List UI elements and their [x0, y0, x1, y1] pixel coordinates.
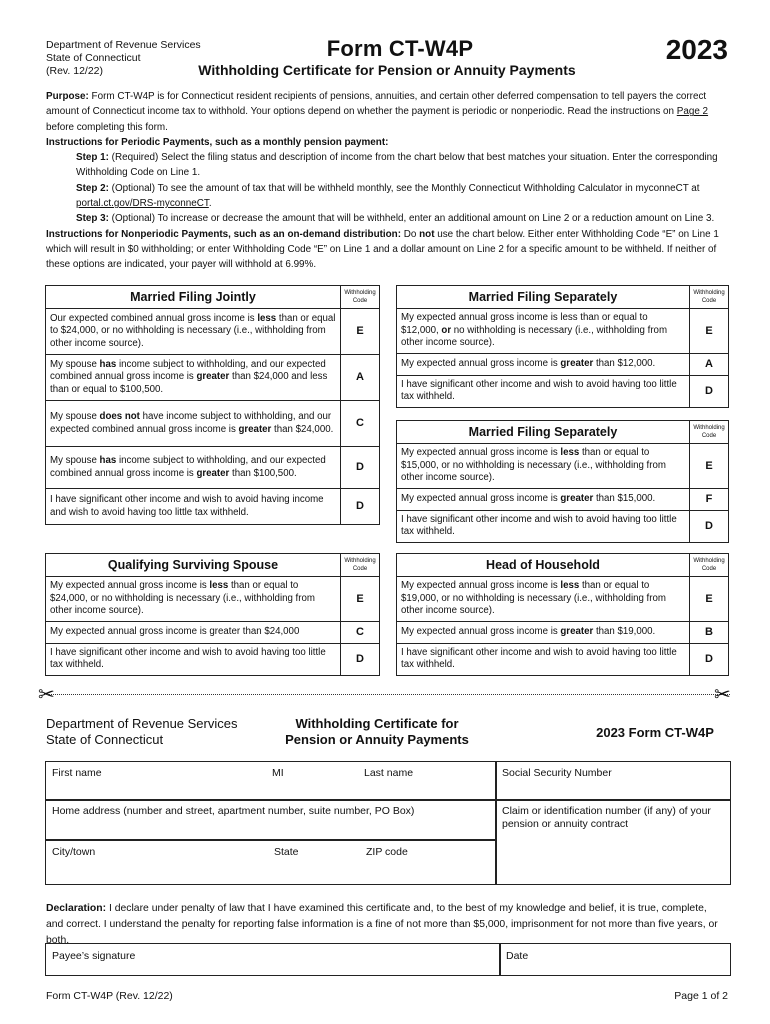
home-address-field[interactable] [45, 799, 497, 841]
declaration [46, 901, 726, 949]
withholding-code: D [690, 510, 729, 542]
chart-title: Qualifying Surviving Spouse [46, 554, 341, 577]
ssn-label: Social Security Number [502, 767, 612, 779]
cut-line [46, 694, 730, 695]
withholding-code: D [341, 447, 380, 489]
row-description: I have significant other income and wish to avoid having income and wish to avoid having too little tax withheld. [46, 489, 341, 525]
step1-text: (Required) Select the filing status and description of income from the chart below that best matches your situation. Enter the corresponding Withholding Code on Line 1. [76, 152, 718, 179]
claim-id-field[interactable] [495, 799, 731, 885]
purpose-end: before completing this form. [46, 121, 168, 133]
chart-married-filing-separately-1 [396, 285, 729, 408]
agency-header [46, 39, 201, 78]
chart-title: Married Filing Separately [397, 286, 690, 309]
withholding-code: E [690, 577, 729, 622]
purpose-text: Form CT-W4P is for Connecticut resident recipients of pensions, annuities, and certain other deferred compensation to tell payers the correct amount of Connecticut income tax to withhold. Your options depend on whether the payment is periodic or nonperiodic. Read the instructions on [46, 91, 707, 118]
row-description: My expected annual gross income is greater than $12,000. [397, 353, 690, 375]
scissors-icon: ✂ [714, 684, 731, 706]
row-description: I have significant other income and wish to avoid having too little tax withheld. [397, 643, 690, 675]
withholding-code: F [690, 488, 729, 510]
home-address-label: Home address (number and street, apartment number, suite number, PO Box) [52, 805, 415, 817]
code-header: Withholding Code [690, 421, 729, 444]
chart-title: Head of Household [397, 554, 690, 577]
page2-link[interactable]: Page 2 [676, 106, 709, 118]
step2-label: Step 2: [76, 182, 109, 194]
certificate-form-year: 2023 Form CT-W4P [596, 725, 714, 740]
row-description: I have significant other income and wish to avoid having too little tax withheld. [397, 510, 690, 542]
ssn-field[interactable] [495, 761, 731, 801]
chart-title: Married Filing Jointly [46, 286, 341, 309]
state-label: State [274, 846, 299, 858]
code-header: Withholding Code [341, 286, 380, 309]
purpose-label: Purpose: [46, 91, 89, 102]
instructions [46, 89, 722, 273]
row-description: I have significant other income and wish to avoid having too little tax withheld. [397, 375, 690, 407]
chart-married-filing-jointly [45, 285, 380, 525]
row-description: My expected annual gross income is greater than $24,000 [46, 621, 341, 643]
row-description: My expected annual gross income is greater than $15,000. [397, 488, 690, 510]
row-description: My spouse has income subject to withholding, and our expected combined annual gross income is greater than $24,000 and less than or equal to $100,500. [46, 355, 341, 401]
certificate-agency [46, 716, 237, 748]
certificate-title [270, 716, 484, 748]
withholding-code: D [690, 643, 729, 675]
footer-form-id: Form CT-W4P (Rev. 12/22) [46, 990, 173, 1002]
scissors-icon: ✂ [38, 684, 55, 706]
tax-year: 2023 [665, 34, 728, 65]
code-header: Withholding Code [341, 554, 380, 577]
cert-state: State of Connecticut [46, 732, 164, 747]
chart-qualifying-surviving-spouse [45, 553, 380, 676]
city-state-zip-row[interactable] [45, 839, 497, 885]
withholding-code: E [690, 444, 729, 489]
withholding-code: C [341, 401, 380, 447]
date-field[interactable] [499, 943, 731, 976]
row-description: My expected annual gross income is greater than $19,000. [397, 621, 690, 643]
withholding-code: E [690, 309, 729, 354]
step2-end: . [208, 198, 212, 210]
first-name-label: First name [52, 767, 102, 779]
row-description: Our expected combined annual gross income is less than or equal to $24,000, or no withholding is necessary (i.e., withholding from other income source). [46, 309, 341, 355]
withholding-code: A [690, 353, 729, 375]
last-name-label: Last name [364, 767, 414, 779]
form-subtitle: Withholding Certificate for Pension or Annuity Payments [198, 62, 576, 78]
nonperiodic-not: not [419, 228, 435, 240]
withholding-code: A [341, 355, 380, 401]
page-number: Page 1 of 2 [674, 990, 728, 1002]
withholding-code: B [690, 621, 729, 643]
nonperiodic-heading: Instructions for Nonperiodic Payments, such as an on-demand distribution: [46, 228, 401, 240]
cert-title-line2: Pension or Annuity Payments [285, 732, 469, 747]
revision: (Rev. 12/22) [46, 65, 103, 77]
myconnect-link[interactable]: portal.ct.gov/DRS-myconneCT [76, 198, 209, 210]
withholding-code: D [341, 643, 380, 675]
row-description: My spouse does not have income subject to withholding, and our expected combined annual gross income is greater than $24,000. [46, 401, 341, 447]
chart-title: Married Filing Separately [397, 421, 690, 444]
code-header: Withholding Code [690, 554, 729, 577]
declaration-label: Declaration: [46, 903, 107, 914]
row-description: My expected annual gross income is less than or equal to $15,000, or no withholding is necessary (i.e., withholding from other income source). [397, 444, 690, 489]
form-title: Form CT-W4P [326, 36, 474, 61]
code-header: Withholding Code [690, 286, 729, 309]
signature-label: Payee’s signature [52, 950, 136, 962]
step3-label: Step 3: [76, 213, 109, 225]
step2-text: (Optional) To see the amount of tax that will be withheld monthly, see the Monthly Connecticut Withholding Calculator in myconneCT at [108, 182, 700, 194]
name-field-row[interactable] [45, 761, 497, 801]
mi-label: MI [272, 767, 284, 779]
declaration-text: I declare under penalty of law that I have examined this certificate and, to the best of my knowledge and belief, it is true, complete, and correct. I understand the penalty for reporting false information is a fine of not more than $5,000, imprisonment for not more than five years, or both. [46, 903, 718, 946]
withholding-code: C [341, 621, 380, 643]
nonperiodic-text: use the chart below. Either enter Withholding Code “E” on Line 1 which will result in $0 withholding; or enter Withholding Code “E” on Line 1 and a dollar amount on Line 2 for a specific amount to be withheld. If neither of these options are indicated, your payer will withhold at 6.99%. [46, 228, 719, 271]
row-description: I have significant other income and wish to avoid having too little tax withheld. [46, 643, 341, 675]
cert-title-line1: Withholding Certificate for [295, 716, 459, 731]
row-description: My expected annual gross income is less than or equal to $19,000, or no withholding is necessary (i.e., withholding from other income source). [397, 577, 690, 622]
row-description: My expected annual gross income is less than or equal to $24,000, or no withholding is necessary (i.e., withholding from other income source). [46, 577, 341, 622]
nonperiodic-do: Do [401, 228, 420, 240]
step3-text: (Optional) To increase or decrease the amount that will be withheld, enter an additional amount on Line 2 or a reduction amount on Line 3. [108, 213, 715, 225]
withholding-code: D [690, 375, 729, 407]
withholding-code: D [341, 489, 380, 525]
zip-label: ZIP code [366, 846, 408, 858]
date-label: Date [506, 950, 529, 962]
city-label: City/town [52, 846, 96, 858]
chart-married-filing-separately-2 [396, 420, 729, 543]
claim-id-label: Claim or identification number (if any) of your pension or annuity contract [502, 805, 711, 830]
withholding-code: E [341, 309, 380, 355]
row-description: My spouse has income subject to withholding, and our expected combined annual gross income is greater than $100,500. [46, 447, 341, 489]
signature-field[interactable] [45, 943, 501, 976]
cert-dept: Department of Revenue Services [46, 716, 238, 731]
state-name: State of Connecticut [46, 52, 141, 64]
step1-label: Step 1: [76, 152, 109, 164]
chart-head-of-household [396, 553, 729, 676]
withholding-code: E [341, 577, 380, 622]
dept-name: Department of Revenue Services [46, 39, 201, 51]
periodic-heading: Instructions for Periodic Payments, such as a monthly pension payment: [46, 136, 389, 148]
row-description: My expected annual gross income is less than or equal to $12,000, or no withholding is necessary (i.e., withholding from other income source). [397, 309, 690, 354]
